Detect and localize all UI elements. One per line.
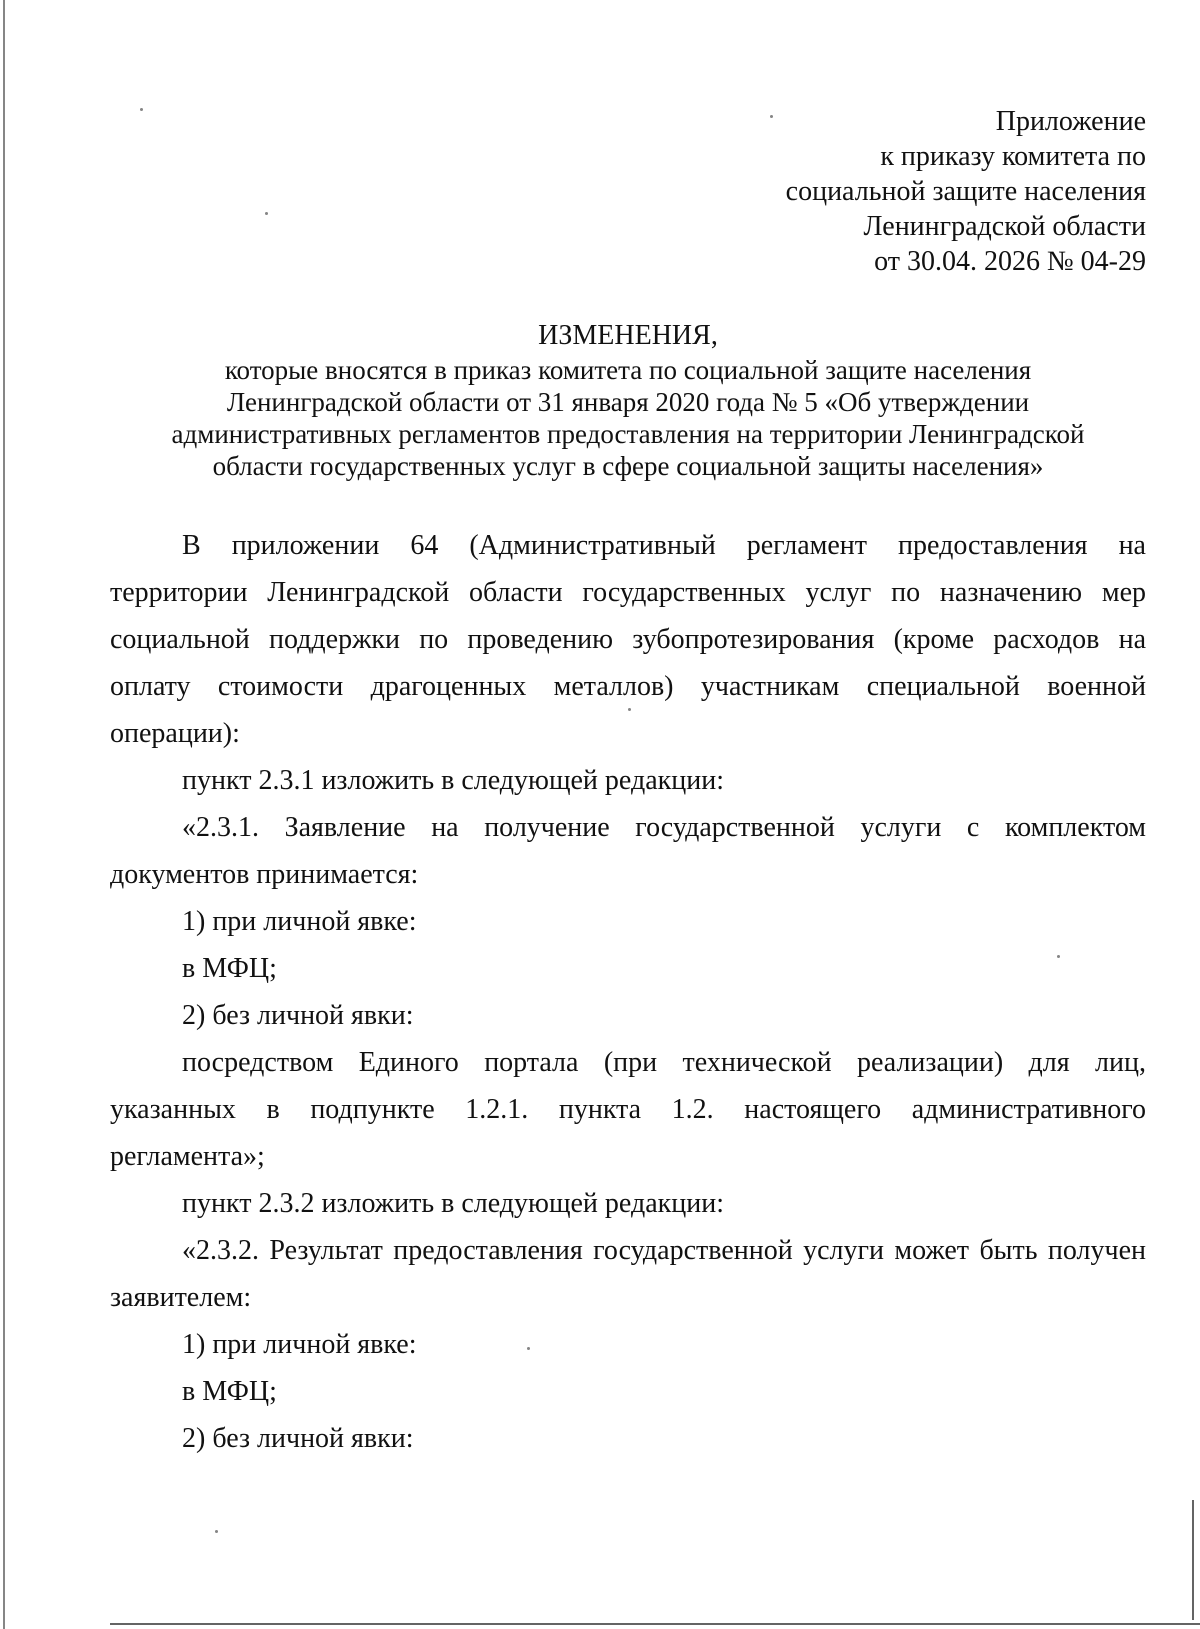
appendix-line: к приказу комитета по — [880, 141, 1146, 172]
body-line: 2) без личной явки: — [182, 1423, 414, 1454]
body-line: заявителем: — [110, 1282, 252, 1313]
body-line: «2.3.1. Заявление на получение государственной услуги с комплектом — [182, 812, 1146, 843]
appendix-line: Приложение — [995, 106, 1146, 137]
scan-edge-bottom — [110, 1623, 1200, 1625]
body-line: регламента»; — [110, 1141, 265, 1172]
body-line: «2.3.2. Результат предоставления государственной услуги может быть получен — [182, 1235, 1146, 1266]
document-body — [110, 522, 1146, 1462]
scan-speck — [770, 115, 773, 118]
body-line: 1) при личной явке: — [182, 906, 417, 937]
scan-speck — [215, 1530, 218, 1533]
title-line: административных регламентов предоставления на территории Ленинградской — [171, 419, 1085, 449]
title-heading: ИЗМЕНЕНИЯ, — [538, 320, 718, 351]
scan-edge-left — [3, 0, 5, 1629]
body-line: В приложении 64 (Административный регламент предоставления на — [182, 530, 1146, 561]
appendix-block — [786, 104, 1146, 279]
appendix-line: Ленинградской области — [863, 211, 1146, 242]
scan-speck — [265, 212, 268, 215]
body-line: пункт 2.3.1 изложить в следующей редакции: — [182, 765, 724, 796]
body-line: 2) без личной явки: — [182, 1000, 414, 1031]
document-title — [110, 318, 1146, 482]
appendix-line: социальной защите населения — [785, 176, 1146, 207]
body-line: в МФЦ; — [182, 953, 277, 984]
body-line: документов принимается: — [110, 859, 419, 890]
appendix-line: от 30.04. 2026 № 04-29 — [874, 246, 1146, 277]
title-line: которые вносятся в приказ комитета по социальной защите населения — [224, 355, 1032, 385]
scan-edge-right — [1192, 1500, 1194, 1620]
body-line: 1) при личной явке: — [182, 1329, 417, 1360]
body-line: операции): — [110, 718, 240, 749]
title-line: Ленинградской области от 31 января 2020 года № 5 «Об утверждении — [226, 387, 1030, 417]
scan-speck — [140, 108, 143, 111]
body-line: социальной поддержки по проведению зубопротезирования (кроме расходов на — [110, 624, 1146, 655]
body-line: пункт 2.3.2 изложить в следующей редакции: — [182, 1188, 724, 1219]
body-line: посредством Единого портала (при технической реализации) для лиц, — [182, 1047, 1146, 1078]
body-line: указанных в подпункте 1.2.1. пункта 1.2. настоящего административного — [110, 1094, 1146, 1125]
title-line: области государственных услуг в сфере социальной защиты населения» — [212, 451, 1044, 481]
body-line: территории Ленинградской области государственных услуг по назначению мер — [110, 577, 1146, 608]
body-line: в МФЦ; — [182, 1376, 277, 1407]
body-line: оплату стоимости драгоценных металлов) участникам специальной военной — [110, 671, 1146, 702]
